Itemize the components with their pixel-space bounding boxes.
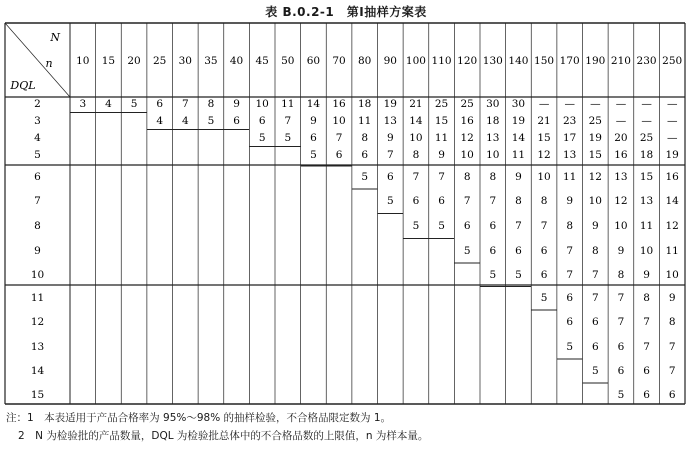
column-header-N: 140 xyxy=(508,55,529,67)
table-cell-n: — xyxy=(615,98,627,110)
table-cell-n: 9 xyxy=(310,115,317,127)
table-title: 表 B.0.2-1 第Ⅰ抽样方案表 xyxy=(265,5,427,19)
row-dql-label: 3 xyxy=(34,115,41,127)
column-header-N: 60 xyxy=(306,55,321,67)
table-cell-n: 18 xyxy=(358,98,372,110)
table-cell-n: 11 xyxy=(358,115,372,127)
table-cell-n: 5 xyxy=(463,245,471,257)
table-cell-n: 13 xyxy=(639,195,654,207)
table-cell-n: 16 xyxy=(665,171,679,183)
table-cell-n: 3 xyxy=(79,98,87,110)
table-cell-n: 5 xyxy=(258,132,266,144)
column-header-N: 10 xyxy=(76,55,90,67)
table-cell-n: 19 xyxy=(383,98,397,110)
table-cell-n: — xyxy=(641,115,652,127)
table-cell-n: 23 xyxy=(563,115,577,127)
table-cell-n: 10 xyxy=(639,245,654,257)
corner-n-upper: N xyxy=(50,31,60,44)
table-cell-n: 10 xyxy=(460,149,474,161)
table-cell-n: 5 xyxy=(617,389,625,401)
table-cell-n: 6 xyxy=(489,245,497,257)
row-dql-label: 11 xyxy=(30,292,45,304)
table-cell-n: 16 xyxy=(614,149,628,161)
corner-dql: DQL xyxy=(10,79,36,92)
table-cell-n: 7 xyxy=(540,220,548,232)
table-cell-n: 9 xyxy=(566,195,574,207)
table-cell-n: 5 xyxy=(130,98,138,110)
table-cell-n: 9 xyxy=(643,269,650,281)
table-cell-n: 14 xyxy=(409,115,423,127)
row-dql-label: 10 xyxy=(30,269,45,281)
column-header-N: 130 xyxy=(482,55,503,67)
table-cell-n: 8 xyxy=(412,149,420,161)
table-cell-n: 11 xyxy=(281,98,295,110)
row-dql-label: 13 xyxy=(30,341,45,353)
table-cell-n: 9 xyxy=(668,292,676,304)
table-cell-n: 7 xyxy=(591,292,599,304)
table-cell-n: 6 xyxy=(566,292,574,304)
table-cell-n: 25 xyxy=(434,98,449,110)
table-cell-n: 8 xyxy=(489,171,497,183)
table-cell-n: 6 xyxy=(361,149,369,161)
table-cell-n: 6 xyxy=(258,115,266,127)
table-cell-n: 13 xyxy=(563,149,577,161)
table-cell-n: — xyxy=(666,132,678,144)
column-header-N: 250 xyxy=(662,55,683,67)
table-cell-n: 9 xyxy=(515,171,522,183)
table-cell-n: 19 xyxy=(588,132,602,144)
column-header-N: 50 xyxy=(281,55,295,67)
column-header-N: 70 xyxy=(332,55,346,67)
table-cell-n: 6 xyxy=(540,269,548,281)
table-cell-n: 14 xyxy=(511,132,526,144)
column-header-N: 35 xyxy=(204,55,218,67)
table-cell-n: 18 xyxy=(639,149,654,161)
table-cell-n: 9 xyxy=(617,245,625,257)
column-header-N: 30 xyxy=(178,55,192,67)
table-cell-n: 7 xyxy=(617,292,625,304)
table-cell-n: 8 xyxy=(591,245,599,257)
table-cell-n: 7 xyxy=(643,341,650,353)
table-cell-n: 15 xyxy=(639,171,654,183)
table-cell-n: 14 xyxy=(306,98,321,110)
column-header-N: 80 xyxy=(358,55,372,67)
table-cell-n: 10 xyxy=(665,269,679,281)
table-cell-n: 4 xyxy=(156,115,164,127)
table-cell-n: 10 xyxy=(537,171,551,183)
table-cell-n: 6 xyxy=(540,245,548,257)
table-cell-n: — xyxy=(615,115,627,127)
table-cell-n: 8 xyxy=(540,195,548,207)
table-cell-n: 6 xyxy=(643,365,650,377)
column-header-N: 210 xyxy=(610,55,631,67)
table-cell-n: 5 xyxy=(412,220,420,232)
table-cell-n: 10 xyxy=(409,132,423,144)
column-header-N: 120 xyxy=(457,55,478,67)
table-cell-n: 5 xyxy=(361,171,369,183)
row-dql-label: 12 xyxy=(30,316,45,328)
table-cell-n: 8 xyxy=(643,292,650,304)
column-header-N: 25 xyxy=(153,55,167,67)
table-cell-n: 11 xyxy=(639,220,654,232)
table-cell-n: 11 xyxy=(511,149,526,161)
table-cell-n: 12 xyxy=(614,195,628,207)
table-cell-n: 7 xyxy=(643,316,650,328)
table-cell-n: 11 xyxy=(665,245,679,257)
table-cell-n: 6 xyxy=(515,245,522,257)
table-cell-n: 30 xyxy=(486,98,500,110)
table-cell-n: 7 xyxy=(463,195,471,207)
row-dql-label: 8 xyxy=(34,220,41,232)
table-cell-n: 30 xyxy=(511,98,526,110)
table-cell-n: 6 xyxy=(591,341,599,353)
table-cell-n: 25 xyxy=(588,115,602,127)
table-cell-n: 7 xyxy=(515,220,522,232)
table-cell-n: 7 xyxy=(566,245,574,257)
table-cell-n: 8 xyxy=(668,316,676,328)
table-cell-n: 6 xyxy=(463,220,471,232)
table-cell-n: — xyxy=(666,115,678,127)
column-header-N: 15 xyxy=(101,55,116,67)
table-cell-n: 7 xyxy=(566,269,574,281)
table-cell-n: 11 xyxy=(434,132,449,144)
table-cell-n: 16 xyxy=(460,115,474,127)
table-cell-n: 7 xyxy=(489,195,497,207)
table-cell-n: 10 xyxy=(332,115,346,127)
table-cell-n: 8 xyxy=(463,171,471,183)
table-cell-n: 15 xyxy=(434,115,449,127)
table-cell-n: — xyxy=(666,98,678,110)
table-cell-n: 6 xyxy=(591,316,599,328)
table-cell-n: 7 xyxy=(386,149,394,161)
table-cell-n: 5 xyxy=(310,149,317,161)
table-cell-n: 7 xyxy=(181,98,189,110)
column-header-N: 230 xyxy=(636,55,657,67)
table-cell-n: 6 xyxy=(617,341,625,353)
column-header-N: 170 xyxy=(559,55,580,67)
table-cell-n: 14 xyxy=(665,195,679,207)
table-cell-n: 6 xyxy=(668,389,676,401)
table-cell-n: 8 xyxy=(566,220,574,232)
table-cell-n: 5 xyxy=(438,220,445,232)
table-cell-n: 9 xyxy=(233,98,240,110)
table-cell-n: 8 xyxy=(617,269,625,281)
row-dql-label: 4 xyxy=(34,132,41,144)
table-cell-n: 6 xyxy=(233,115,240,127)
table-cell-n: 21 xyxy=(409,98,423,110)
column-header-N: 40 xyxy=(229,55,244,67)
table-cell-n: 5 xyxy=(489,269,497,281)
column-header-N: 90 xyxy=(383,55,397,67)
table-cell-n: 6 xyxy=(156,98,164,110)
row-dql-label: 9 xyxy=(34,245,41,257)
table-cell-n: 8 xyxy=(515,195,522,207)
column-header-N: 150 xyxy=(534,55,555,67)
column-header-N: 190 xyxy=(585,55,606,67)
table-cell-n: 5 xyxy=(540,292,548,304)
table-cell-n: — xyxy=(590,98,601,110)
table-cell-n: 13 xyxy=(383,115,397,127)
row-dql-label: 6 xyxy=(34,171,41,183)
table-cell-n: 4 xyxy=(105,98,112,110)
table-cell-n: 5 xyxy=(591,365,599,377)
column-header-N: 20 xyxy=(127,55,141,67)
row-dql-label: 2 xyxy=(34,98,41,110)
row-dql-label: 15 xyxy=(30,389,45,401)
table-cell-n: 6 xyxy=(310,132,317,144)
table-cell-n: 11 xyxy=(563,171,577,183)
table-cell-n: 7 xyxy=(668,341,676,353)
note-1: 注：1 本表适用于产品合格率为 95%～98% 的抽样检验，不合格品限定数为 1。 xyxy=(6,412,392,424)
table-cell-n: 12 xyxy=(665,220,679,232)
table-cell-n: 9 xyxy=(591,220,599,232)
row-dql-label: 14 xyxy=(30,365,45,377)
table-cell-n: 7 xyxy=(591,269,599,281)
table-cell-n: — xyxy=(564,98,575,110)
table-cell-n: 25 xyxy=(460,98,474,110)
table-cell-n: 5 xyxy=(386,195,394,207)
table-cell-n: 10 xyxy=(486,149,500,161)
table-cell-n: 8 xyxy=(207,98,215,110)
note-2: 2 N 为检验批的产品数量，DQL 为检验批总体中的不合格品数的上限值，n 为样本量。 xyxy=(18,430,429,442)
table-cell-n: 15 xyxy=(588,149,602,161)
table-cell-n: 5 xyxy=(515,269,522,281)
table-cell-n: 7 xyxy=(412,171,420,183)
table-cell-n: 5 xyxy=(207,115,215,127)
table-cell-n: 6 xyxy=(566,316,574,328)
table-cell-n: 10 xyxy=(614,220,628,232)
table-cell-n: 19 xyxy=(665,149,679,161)
table-cell-n: 5 xyxy=(284,132,292,144)
table-cell-n: 4 xyxy=(181,115,189,127)
row-dql-label: 7 xyxy=(34,195,41,207)
table-cell-n: 18 xyxy=(486,115,500,127)
corner-n-lower: n xyxy=(45,57,53,70)
table-cell-n: 7 xyxy=(438,171,445,183)
table-cell-n: 21 xyxy=(537,115,551,127)
table-cell-n: 6 xyxy=(489,220,497,232)
table-cell-n: 5 xyxy=(566,341,574,353)
table-cell-n: — xyxy=(538,98,550,110)
table-cell-n: 12 xyxy=(588,171,602,183)
column-header-N: 45 xyxy=(255,55,269,67)
table-cell-n: 6 xyxy=(335,149,343,161)
table-cell-n: 25 xyxy=(639,132,654,144)
table-cell-n: 9 xyxy=(438,149,445,161)
table-cell-n: 7 xyxy=(668,365,676,377)
table-cell-n: 10 xyxy=(588,195,602,207)
table-cell-n: 6 xyxy=(438,195,445,207)
row-dql-label: 5 xyxy=(34,149,41,161)
table-cell-n: 20 xyxy=(614,132,628,144)
column-header-N: 100 xyxy=(405,55,426,67)
table-cell-n: 6 xyxy=(412,195,420,207)
table-cell-n: 8 xyxy=(361,132,369,144)
column-header-N: 110 xyxy=(431,55,452,67)
table-cell-n: 6 xyxy=(386,171,394,183)
table-cell-n: 12 xyxy=(537,149,551,161)
table-cell-n: 13 xyxy=(614,171,628,183)
table-cell-n: 15 xyxy=(537,132,551,144)
table-cell-n: — xyxy=(641,98,652,110)
table-cell-n: 9 xyxy=(386,132,394,144)
table-cell-n: 7 xyxy=(617,316,625,328)
table-cell-n: 10 xyxy=(255,98,269,110)
table-cell-n: 17 xyxy=(563,132,577,144)
table-cell-n: 13 xyxy=(486,132,500,144)
table-cell-n: 7 xyxy=(335,132,343,144)
table-cell-n: 19 xyxy=(511,115,526,127)
table-cell-n: 6 xyxy=(617,365,625,377)
table-cell-n: 6 xyxy=(643,389,650,401)
table-cell-n: 7 xyxy=(284,115,292,127)
table-cell-n: 12 xyxy=(460,132,474,144)
table-cell-n: 16 xyxy=(332,98,346,110)
